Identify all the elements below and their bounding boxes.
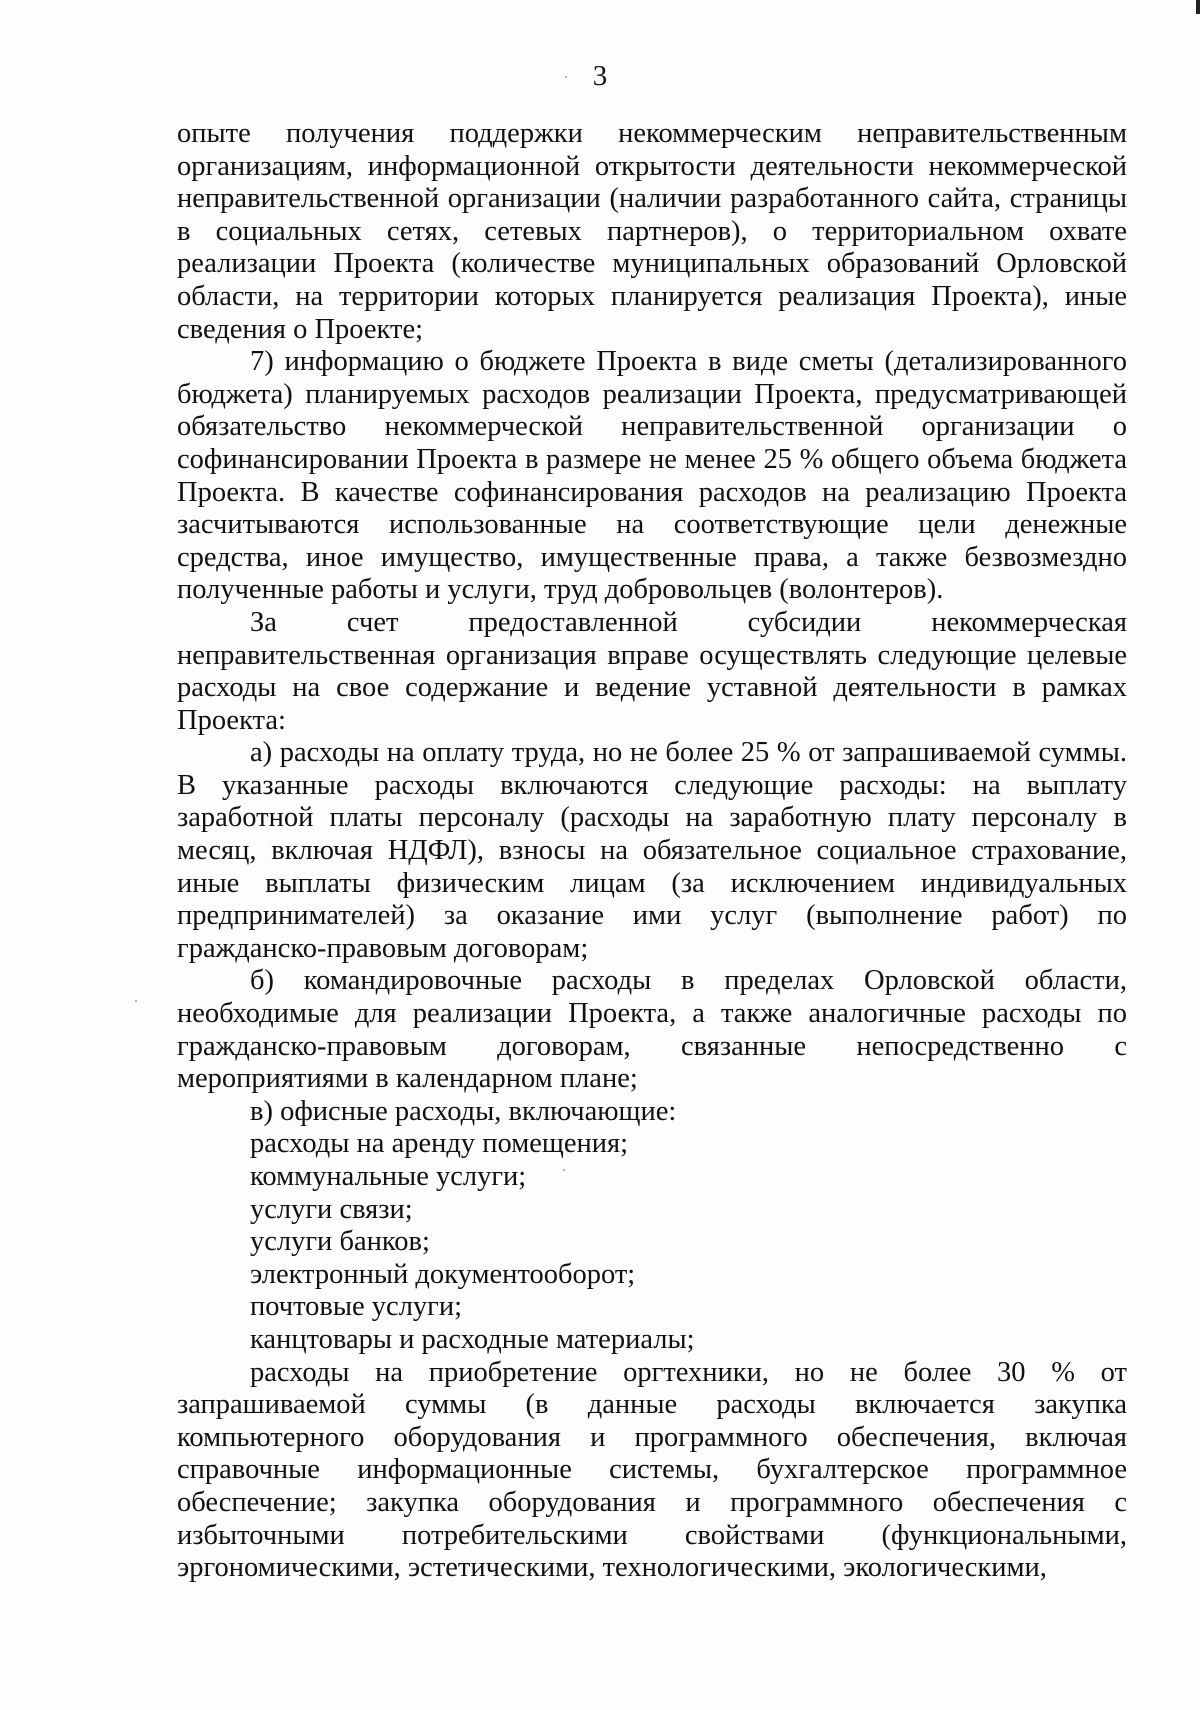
office-expense-item: канцтовары и расходные материалы; bbox=[250, 1323, 695, 1355]
office-expense-item: услуги банков; bbox=[250, 1226, 430, 1258]
office-expense-item: электронный документооборот; bbox=[250, 1258, 636, 1290]
office-expense-item: услуги связи; bbox=[250, 1193, 413, 1225]
paragraph-equipment-costs: расходы на приобретение оргтехники, но не более 30 % от запрашиваемой суммы (в данные расходы включается закупка компьютерного оборудования и программного обеспечения, включая справочные информационные системы, бухгалтерское программное обеспечение; закупка оборудования и программного обеспечения с избыточными потребительскими свойствами (функциональными, эргономическими, эстетическими, технологическими, экологическими, bbox=[177, 1356, 1127, 1584]
paragraph-subsidy-expenses: За счет предоставленной субсидии некоммерческая неправительственная организация вправе осуществлять следующие целевые расходы на свое содержание и ведение уставной деятельности в рамках Проекта: bbox=[177, 606, 1127, 736]
office-expenses-heading: в) офисные расходы, включающие: bbox=[250, 1095, 677, 1127]
paragraph-continuation: опыте получения поддержки некоммерческим неправительственным организациям, информационной открытости деятельности некоммерческой неправительственной организации (наличии разработанного сайта, страницы в социальных сетях, сетевых партнеров), о территориальном охвате реализации Проекта (количестве муниципальных образований Орловской области, на территории которых планируется реализация Проекта), иные сведения о Проекте; bbox=[177, 118, 1127, 345]
document-body bbox=[177, 118, 1127, 1585]
paragraph-budget: 7) информацию о бюджете Проекта в виде сметы (детализированного бюджета) планируемых расходов реализации Проекта, предусматривающей обязательство некоммерческой неправительственной организации о софинансировании Проекта в размере не менее 25 % общего объема бюджета Проекта. В качестве софинансирования расходов на реализацию Проекта засчитываются использованные на соответствующие цели денежные средства, иное имущество, имущественные права, а также безвозмездно полученные работы и услуги, труд добровольцев (волонтеров). bbox=[177, 346, 1127, 606]
office-expense-item: коммунальные услуги; bbox=[250, 1161, 527, 1192]
office-expense-item: почтовые услуги; bbox=[250, 1291, 463, 1323]
paragraph-labor-costs: а) расходы на оплату труда, но не более 25 % от запрашиваемой суммы. В указанные расходы включаются следующие расходы: на выплату заработной платы персоналу (расходы на заработную плату персоналу в месяц, включая НДФЛ), взносы на обязательное социальное страхование, иные выплаты физическим лицам (за исключением индивидуальных предпринимателей) за оказание ими услуг (выполнение работ) по гражданско-правовым договорам; bbox=[177, 737, 1127, 964]
paragraph-travel-costs: б) командировочные расходы в пределах Орловской области, необходимые для реализации Проекта, а также аналогичные расходы по гражданско-правовым договорам, связанные непосредственно с мероприятиями в календарном плане; bbox=[177, 965, 1127, 1095]
page-number: 3 bbox=[592, 60, 608, 92]
office-expense-item: расходы на аренду помещения; bbox=[250, 1128, 629, 1160]
scan-speck bbox=[135, 1000, 137, 1002]
scan-artifact bbox=[1196, 0, 1200, 14]
